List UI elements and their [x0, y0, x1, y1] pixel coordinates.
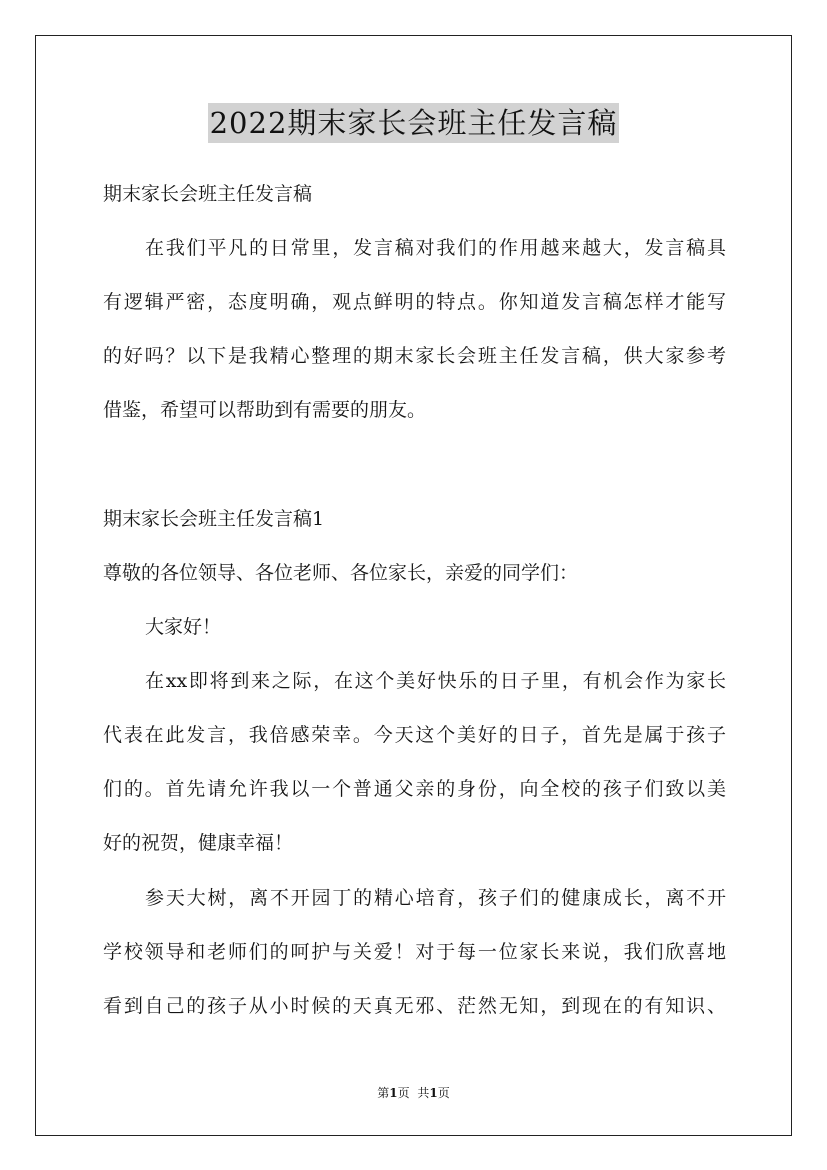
page-suffix: 页 — [397, 1086, 410, 1100]
page-prefix: 第 — [377, 1086, 390, 1100]
page-footer — [0, 1085, 827, 1101]
body-paragraph-line: 在xx即将到来之际，在这个美好快乐的日子里，有机会作为家长 — [145, 670, 726, 692]
body-paragraph-line: 参天大树，离不开园丁的精心培育，孩子们的健康成长，离不开 — [145, 887, 726, 909]
salutation: 尊敬的各位领导、各位老师、各位家长，亲爱的同学们： — [103, 562, 579, 584]
body-paragraph-line: 学校领导和老师们的呵护与关爱！对于每一位家长来说，我们欣喜地 — [103, 941, 726, 963]
document-title: 2022期末家长会班主任发言稿 — [208, 103, 620, 143]
total-pages: 1 — [429, 1086, 438, 1100]
greeting: 大家好！ — [145, 616, 222, 638]
section-heading: 期末家长会班主任发言稿 — [103, 183, 313, 205]
intro-paragraph-line: 在我们平凡的日常里，发言稿对我们的作用越来越大，发言稿具 — [145, 237, 726, 259]
intro-paragraph-line: 借鉴，希望可以帮助到有需要的朋友。 — [103, 399, 427, 421]
intro-paragraph-line: 的好吗？以下是我精心整理的期末家长会班主任发言稿，供大家参考 — [103, 345, 726, 367]
speech-heading: 期末家长会班主任发言稿1 — [103, 508, 325, 530]
intro-paragraph-line: 有逻辑严密，态度明确，观点鲜明的特点。你知道发言稿怎样才能写 — [103, 291, 726, 313]
page-number: 1 — [389, 1086, 398, 1100]
body-paragraph-line: 好的祝贺，健康幸福！ — [103, 832, 294, 854]
total-suffix: 页 — [437, 1086, 450, 1100]
body-paragraph-line: 代表在此发言，我倍感荣幸。今天这个美好的日子，首先是属于孩子 — [103, 724, 726, 746]
title-container — [0, 103, 827, 143]
body-paragraph-line: 看到自己的孩子从小时候的天真无邪、茫然无知，到现在的有知识、 — [103, 995, 726, 1017]
body-paragraph-line: 们的。首先请允许我以一个普通父亲的身份，向全校的孩子们致以美 — [103, 778, 726, 800]
total-prefix: 共 — [417, 1086, 430, 1100]
